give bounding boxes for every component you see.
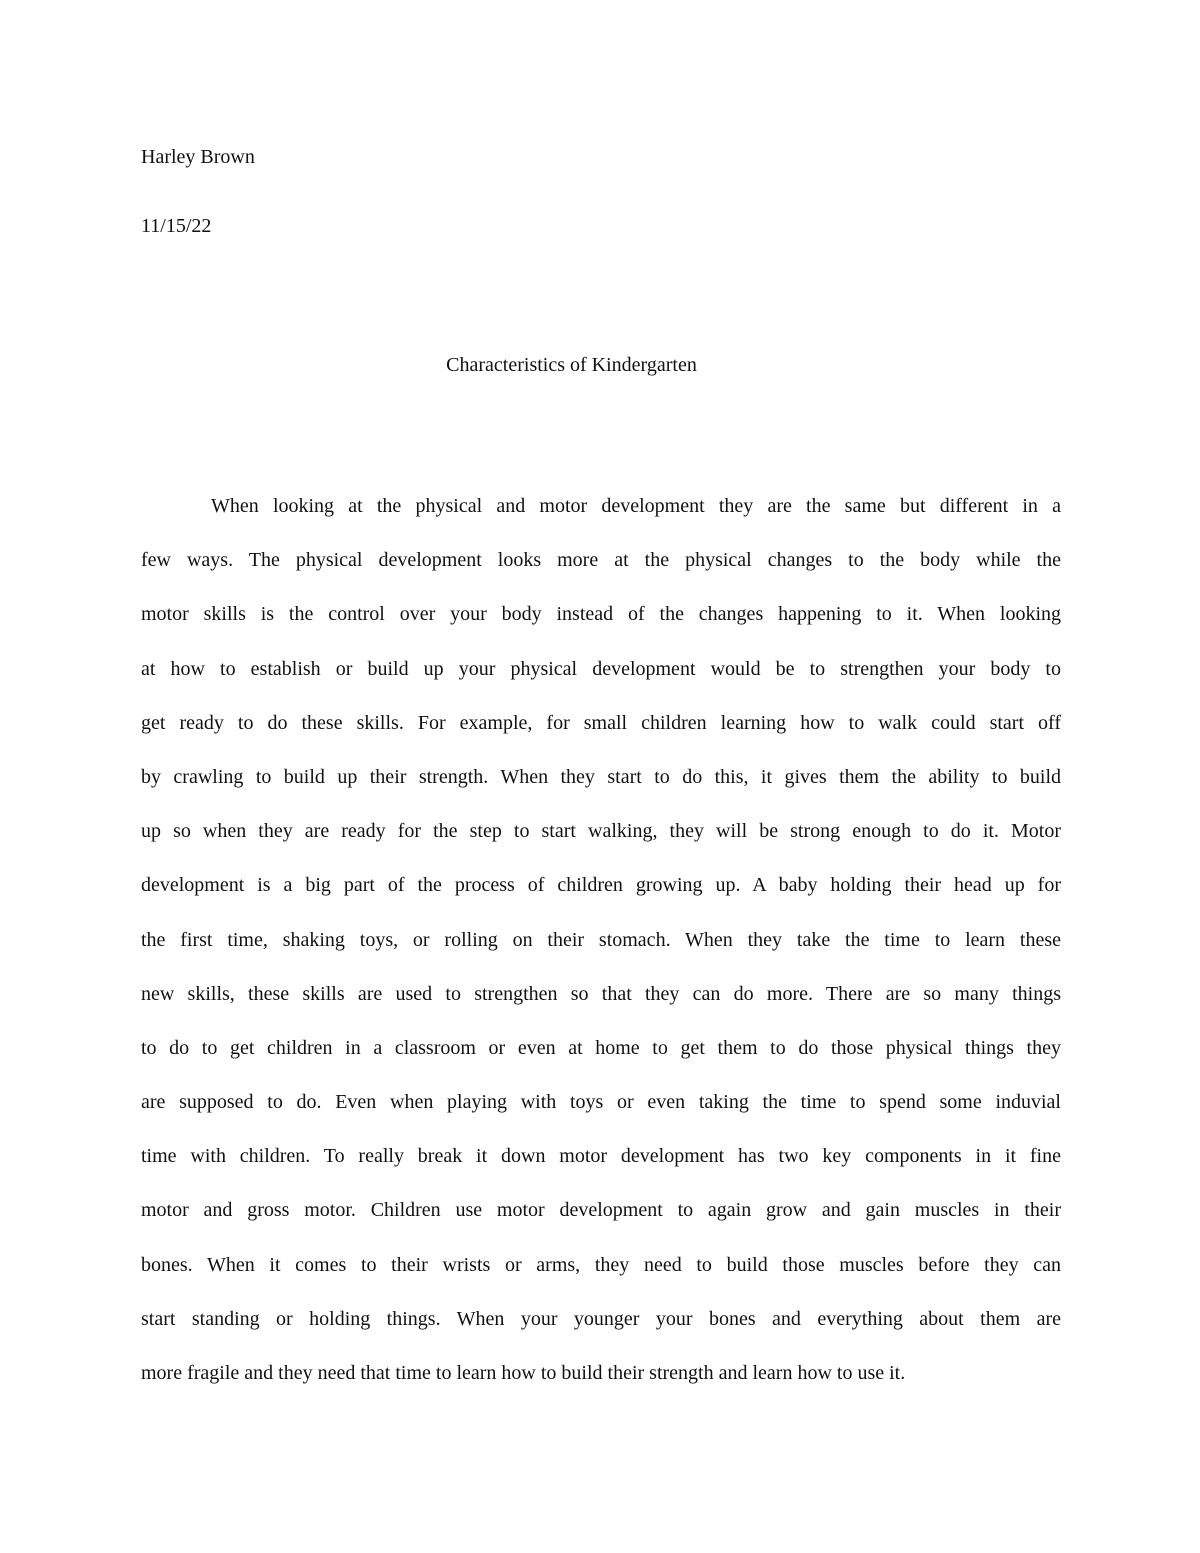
paragraph-line: When looking at the physical and motor development they are the same but different in a [211, 495, 1061, 517]
paragraph-line: to do to get children in a classroom or even at home to get them to do those physical things they [141, 1036, 1061, 1059]
paragraph-line: motor and gross motor. Children use motor development to again grow and gain muscles in their [141, 1199, 1061, 1222]
paragraph-line: by crawling to build up their strength. When they start to do this, it gives them the ability to build [141, 765, 1061, 788]
paragraph-line: are supposed to do. Even when playing with toys or even taking the time to spend some induvial [141, 1091, 1061, 1114]
document-date: 11/15/22 [141, 215, 212, 237]
paragraph-line: time with children. To really break it down motor development has two key components in it fine [141, 1145, 1061, 1168]
paragraph-line: up so when they are ready for the step to start walking, they will be strong enough to do it. Motor [141, 820, 1061, 843]
paragraph-line: get ready to do these skills. For example, for small children learning how to walk could start off [141, 711, 1061, 734]
paragraph-line: development is a big part of the process of children growing up. A baby holding their head up for [141, 874, 1061, 897]
paragraph-line: new skills, these skills are used to strengthen so that they can do more. There are so many things [141, 982, 1061, 1005]
paragraph-line: bones. When it comes to their wrists or arms, they need to build those muscles before they can [141, 1253, 1061, 1276]
paragraph-line: start standing or holding things. When your younger your bones and everything about them are [141, 1307, 1061, 1330]
paragraph-line: more fragile and they need that time to learn how to build their strength and learn how to use it. [141, 1362, 906, 1384]
paragraph-line: at how to establish or build up your physical development would be to strengthen your body to [141, 657, 1061, 680]
paragraph-line: few ways. The physical development looks more at the physical changes to the body while the [141, 549, 1061, 572]
body-paragraph [141, 491, 1061, 1412]
paragraph-line: the first time, shaking toys, or rolling on their stomach. When they take the time to learn these [141, 928, 1061, 951]
document-title: Characteristics of Kindergarten [446, 354, 697, 376]
author-name: Harley Brown [141, 146, 255, 168]
paragraph-line: motor skills is the control over your body instead of the changes happening to it. When looking [141, 603, 1061, 626]
